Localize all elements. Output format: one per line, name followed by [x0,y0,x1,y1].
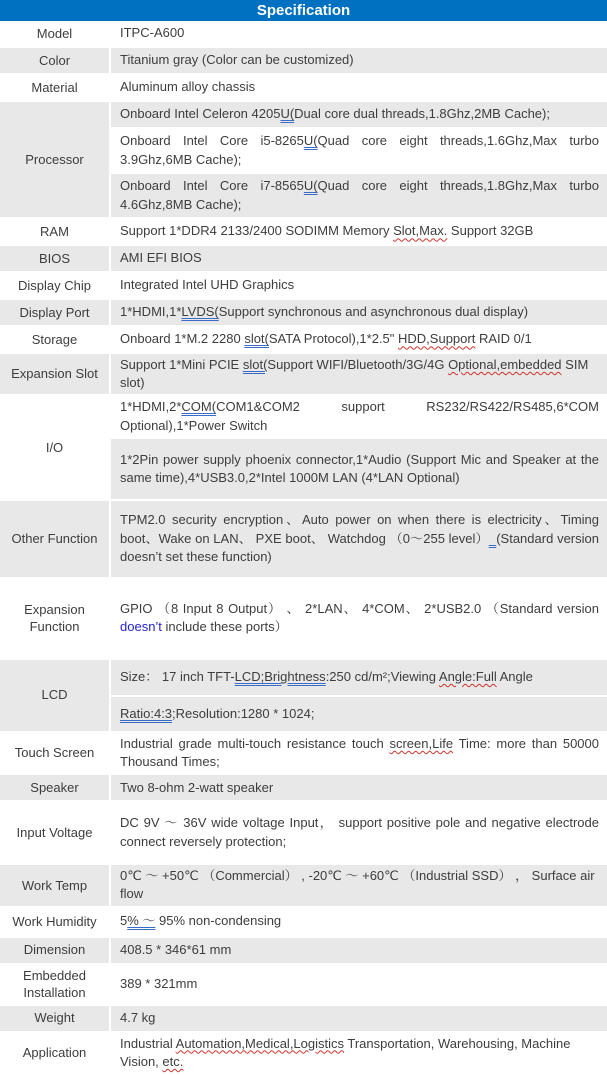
bluetext-marked-text: doesn’t [120,619,162,635]
table-row [0,774,607,801]
spec-label-storage: Storage [0,326,110,353]
text-segment: Onboard Intel Core i5-8265 [120,133,304,149]
table-row [0,299,607,326]
spec-value [110,578,607,659]
text-segment: Integrated Intel UHD Graphics [120,277,295,293]
table-row [0,218,607,245]
text-segment: Size： 17 inch TFT- [120,669,235,685]
spec-label-expansion-slot: Expansion Slot [0,353,110,395]
red-marked-text: Angle:Full [438,669,497,685]
text-segment: Onboard 1*M.2 2280 [120,331,245,347]
text-segment: Angle [496,669,533,685]
spec-label-work-temp: Work Temp [0,864,110,906]
specification-table [0,21,607,1075]
spec-value [110,21,607,47]
spec-value [110,801,607,864]
text-segment: (Standard version doesn’t set these function) [120,530,599,564]
text-segment: ;Resolution:1280 * 1024; [172,705,315,721]
table-row [0,326,607,353]
text-segment: ITPC-A600 [120,25,185,41]
text-segment: 5 [120,913,128,929]
text-segment: 1*2Pin power supply phoenix connector,1*Audio (Support Mic and Speaker at the same time),4*USB3.0,2*Intel 1000M LAN (4*LAN Optional) [120,451,599,485]
blue-marked-text: U( [280,106,295,122]
text-segment: AMI EFI BIOS [120,250,202,266]
spec-value [110,128,607,173]
spec-label-work-humidity: Work Humidity [0,907,110,937]
table-row [0,245,607,272]
text-segment: Quad core eight threads,1.6Ghz,Max turbo 3.9Ghz,6MB Cache); [120,133,599,167]
spec-value [110,696,607,732]
spec-value [110,218,607,245]
spec-label-application: Application [0,1032,110,1074]
blue-marked-text: % ～ [127,913,156,929]
text-segment: TPM2.0 security encryption、Auto power on when there is electricity、Timing boot、Wake on LAN、 PXE boot、 Watchdog （0～255 level） [120,512,599,546]
blue-marked-text: slot( [244,331,269,347]
red-marked-text: Automation,Medical,Logistics [175,1035,345,1051]
text-segment: Onboard Intel Celeron 4205 [120,106,281,122]
table-row [0,1032,607,1074]
text-segment: Onboard Intel Core i7-8565 [120,178,304,194]
table-row [0,272,607,299]
table-row [0,801,607,864]
text-segment: 1*HDMI,2* [120,399,182,415]
text-segment: Support WIFI/Bluetooth/3G/4G [267,357,449,372]
text-segment: RAID 0/1 [475,331,532,347]
spec-label-io: I/O [0,395,110,499]
spec-value [110,173,607,218]
spec-label-weight: Weight [0,1005,110,1032]
red-marked-text: Optional,embedded [448,357,562,372]
blue-marked-text: slot( [242,357,268,372]
spec-value [110,774,607,801]
spec-value [110,353,607,395]
table-row [0,47,607,74]
text-segment: Quad core eight threads,1.8Ghz,Max turbo 4.6Ghz,8MB Cache); [120,178,599,212]
spec-label-other-function: Other Function [0,500,110,578]
spec-table-body [0,21,607,1074]
spec-label-color: Color [0,47,110,74]
spec-label-display-port: Display Port [0,299,110,326]
table-row [0,1005,607,1032]
text-segment: COM1&COM2 support RS232/RS422/RS485,6*COM Optional),1*Power Switch [120,399,599,433]
spec-value [110,659,607,696]
spec-label-material: Material [0,74,110,101]
spec-value [110,47,607,74]
spec-label-touch-screen: Touch Screen [0,732,110,774]
table-row [0,353,607,395]
spec-value [110,964,607,1005]
red-marked-text: Slot,Max. [393,223,448,239]
table-row [0,101,607,128]
spec-value [110,500,607,578]
text-segment: Dual core dual threads,1.8Ghz,2MB Cache); [294,106,550,122]
text-segment: Support 1*DDR4 2133/2400 SODIMM Memory [120,223,394,239]
spec-label-embedded-installation: Embedded Installation [0,964,110,1005]
spec-label-lcd: LCD [0,659,110,732]
blue-marked-text: U( [303,178,318,194]
text-segment: include these ports） [161,619,288,635]
text-segment: Support 32GB [447,223,534,239]
spec-value [110,101,607,128]
spec-label-display-chip: Display Chip [0,272,110,299]
text-segment: Aluminum alloy chassis [120,79,256,95]
text-segment: Support 1*Mini PCIE [120,357,243,372]
spec-value [110,937,607,964]
text-segment: Transportation, Warehousing, Machine Vision, [120,1035,571,1069]
spec-value [110,395,607,437]
text-segment: 408.5 * 346*61 mm [120,941,232,957]
blue-marked-text: U( [303,133,318,149]
table-row [0,578,607,659]
table-row [0,659,607,696]
spec-label-dimension: Dimension [0,937,110,964]
text-segment: Time: more than 50000 Thousand Times; [120,735,599,769]
table-row [0,964,607,1005]
text-segment: 0℃ ～ +50℃ （Commercial） , -20℃ ～ +60℃ （Industrial SSD） ， Surface air flow [120,868,595,902]
spec-label-processor: Processor [0,101,110,218]
text-segment: Two 8-ohm 2-watt speaker [120,779,274,795]
spec-label-input-voltage: Input Voltage [0,801,110,864]
text-segment: SIM slot) [120,357,589,391]
text-segment: :250 cd/m²;Viewing [325,669,439,685]
spec-label-speaker: Speaker [0,774,110,801]
table-row [0,907,607,937]
spec-value [110,74,607,101]
spec-value [110,864,607,906]
spec-value [110,732,607,774]
text-segment: 389 * 321mm [120,975,198,991]
blue-marked-text: Ratio:4:3 [120,705,173,721]
table-row [0,21,607,47]
table-row [0,500,607,578]
table-row [0,74,607,101]
text-segment: 1*HDMI,1* [120,304,182,320]
table-row [0,937,607,964]
table-row [0,732,607,774]
spec-value [110,1032,607,1074]
red-marked-text: screen,Life [389,735,454,751]
red-marked-text: HDD,Support [398,331,476,347]
spec-value [110,299,607,326]
spec-table-title: Specification [0,0,607,21]
red-marked-text: etc. [162,1053,184,1069]
spec-label-ram: RAM [0,218,110,245]
table-row [0,395,607,437]
spec-label-model: Model [0,21,110,47]
text-segment: DC 9V ～ 36V wide voltage Input， support positive pole and negative electrode connect reversely protection; [120,815,599,849]
spec-value [110,326,607,353]
text-segment: 4.7 kg [120,1010,156,1025]
text-segment: Industrial grade multi-touch resistance touch [120,735,390,751]
text-segment: SATA Protocol),1*2.5" [268,331,399,347]
text-segment: Titanium gray (Color can be customized) [120,52,354,68]
blue-marked-text: LCD;Brightness [234,669,326,685]
text-segment: Industrial [120,1035,176,1051]
text-segment: Support synchronous and asynchronous dual display) [218,304,529,320]
text-segment: 95% non-condensing [155,913,282,929]
blue-marked-text: LVDS( [181,304,219,320]
spec-value [110,1005,607,1032]
blue-marked-text: COM( [181,399,217,415]
table-row [0,864,607,906]
spec-label-bios: BIOS [0,245,110,272]
spec-value [110,245,607,272]
spec-value [110,907,607,937]
spec-label-expansion-function: Expansion Function [0,578,110,659]
spec-value [110,272,607,299]
text-segment: GPIO （8 Input 8 Output） 、 2*LAN、 4*COM、 2*USB2.0 （Standard version [120,601,599,617]
spec-value [110,438,607,500]
